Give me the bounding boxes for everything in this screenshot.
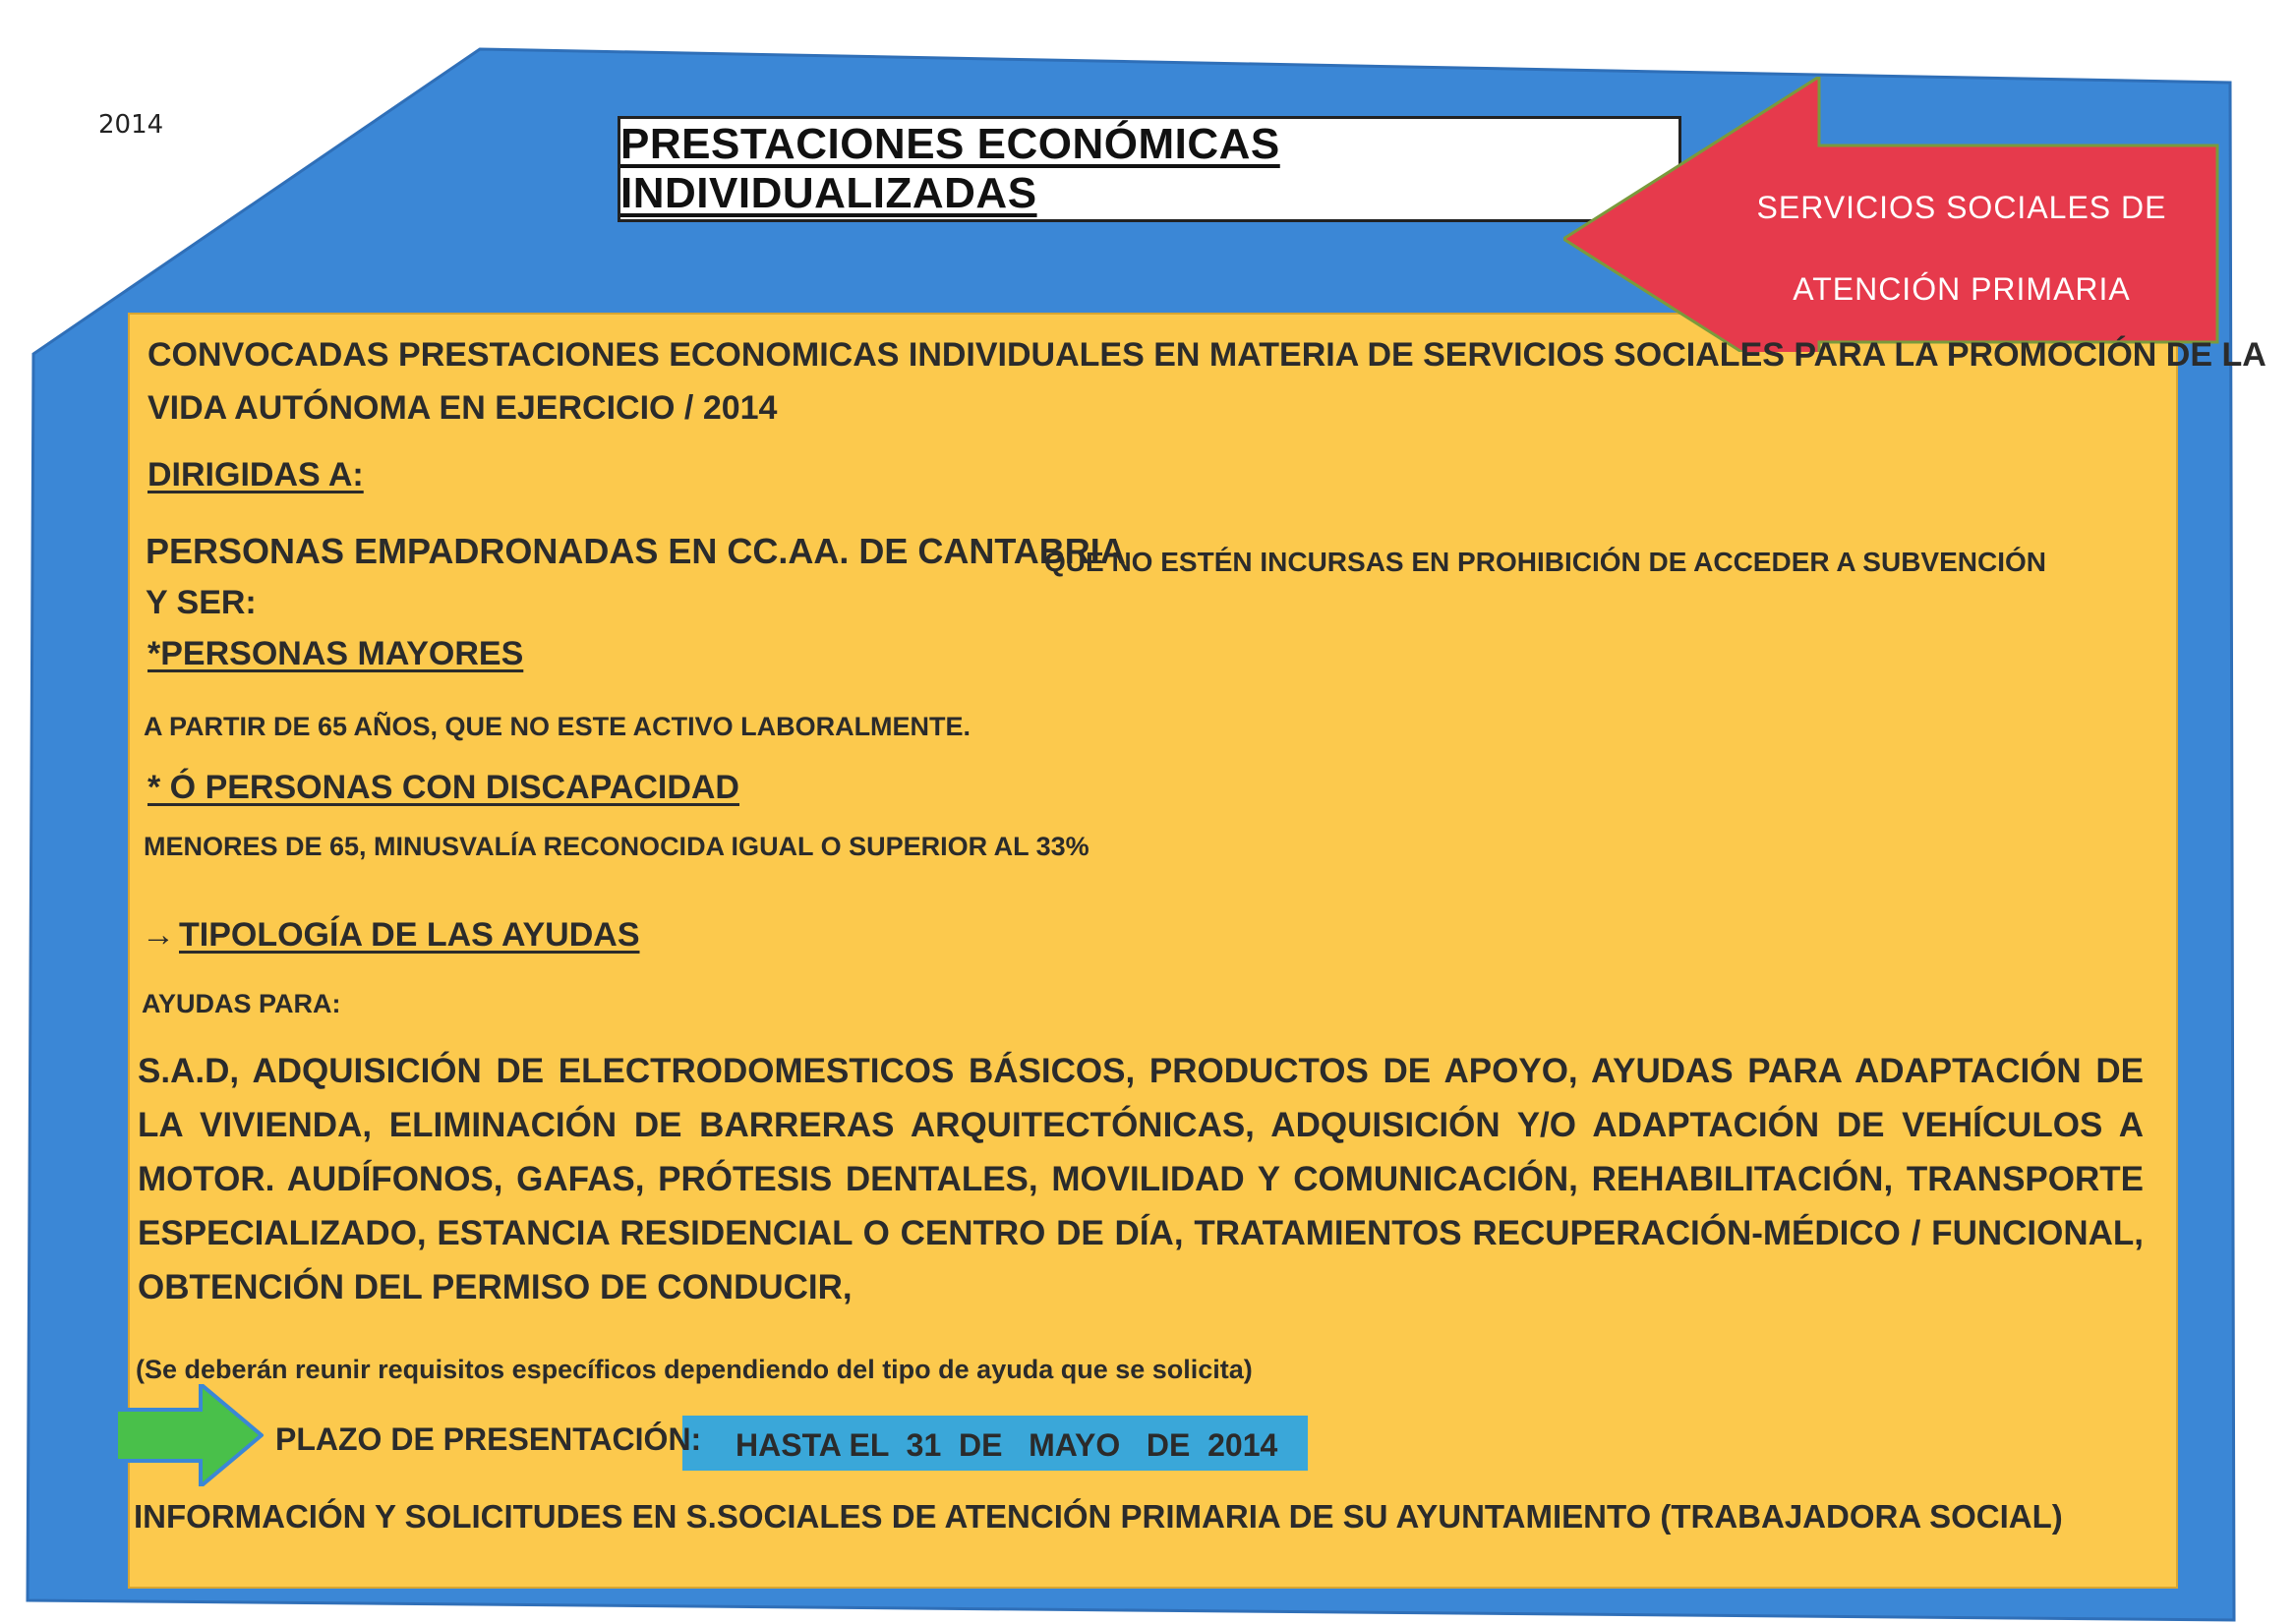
- info-line: INFORMACIÓN Y SOLICITUDES EN S.SOCIALES DE ATENCIÓN PRIMARIA DE SU AYUNTAMIENTO (TRABAJADORA SOCIAL): [134, 1498, 2063, 1535]
- dirigidas-heading: DIRIGIDAS A:: [147, 456, 364, 493]
- personas-line-a: PERSONAS EMPADRONADAS EN CC.AA. DE CANTABRIA: [146, 531, 1126, 571]
- mayores-heading: *PERSONAS MAYORES: [147, 635, 524, 672]
- tipologia-arrow-icon: →: [142, 916, 175, 954]
- discapacidad-heading: * Ó PERSONAS CON DISCAPACIDAD: [147, 769, 739, 806]
- requisitos-note: (Se deberán reunir requisitos específicos dependiendo del tipo de ayuda que se solicita): [136, 1355, 1253, 1384]
- green-arrow-icon: [116, 1384, 264, 1486]
- year-tag: 2014: [98, 110, 164, 140]
- tipologia-heading: TIPOLOGÍA DE LAS AYUDAS: [179, 916, 640, 954]
- badge-line-2: ATENCIÓN PRIMARIA: [1793, 271, 2131, 307]
- intro-line-2: VIDA AUTÓNOMA EN EJERCICIO / 2014: [147, 389, 778, 427]
- plazo-label: PLAZO DE PRESENTACIÓN:: [275, 1421, 702, 1457]
- ayudas-list: S.A.D, ADQUISICIÓN DE ELECTRODOMESTICOS BÁSICOS, PRODUCTOS DE APOYO, AYUDAS PARA ADAPTACIÓN DE LA VIVIENDA, ELIMINACIÓN DE BARRERAS ARQUITECTÓNICAS, ADQUISICIÓN Y/O ADAPTACIÓN DE VEHÍCULOS A MOTOR. AUDÍFONOS, GAFAS, PRÓTESIS DENTALES, MOVILIDAD Y COMUNICACIÓN, REHABILITACIÓN, TRANSPORTE ESPECIALIZADO, ESTANCIA RESIDENCIAL O CENTRO DE DÍA, TRATAMIENTOS RECUPERACIÓN-MÉDICO / FUNCIONAL, OBTENCIÓN DEL PERMISO DE CONDUCIR,: [138, 1052, 2144, 1306]
- ayudas-para: AYUDAS PARA:: [142, 989, 341, 1018]
- page-title: PRESTACIONES ECONÓMICAS INDIVIDUALIZADAS: [620, 120, 1280, 217]
- badge-line-1: SERVICIOS SOCIALES DE: [1756, 190, 2167, 225]
- mayores-text: A PARTIR DE 65 AÑOS, QUE NO ESTE ACTIVO LABORALMENTE.: [144, 712, 971, 741]
- intro-line-1: CONVOCADAS PRESTACIONES ECONOMICAS INDIVIDUALES EN MATERIA DE SERVICIOS SOCIALES PARA LA PROMOCIÓN DE LA: [147, 336, 2267, 374]
- title-box: [618, 116, 1681, 222]
- y-ser: Y SER:: [146, 584, 257, 621]
- plazo-value: HASTA EL 31 DE MAYO DE 2014: [736, 1427, 1278, 1463]
- personas-line-b: QUE NO ESTÉN INCURSAS EN PROHIBICIÓN DE ACCEDER A SUBVENCIÓN: [1044, 547, 2046, 577]
- discapacidad-text: MENORES DE 65, MINUSVALÍA RECONOCIDA IGUAL O SUPERIOR AL 33%: [144, 832, 1089, 861]
